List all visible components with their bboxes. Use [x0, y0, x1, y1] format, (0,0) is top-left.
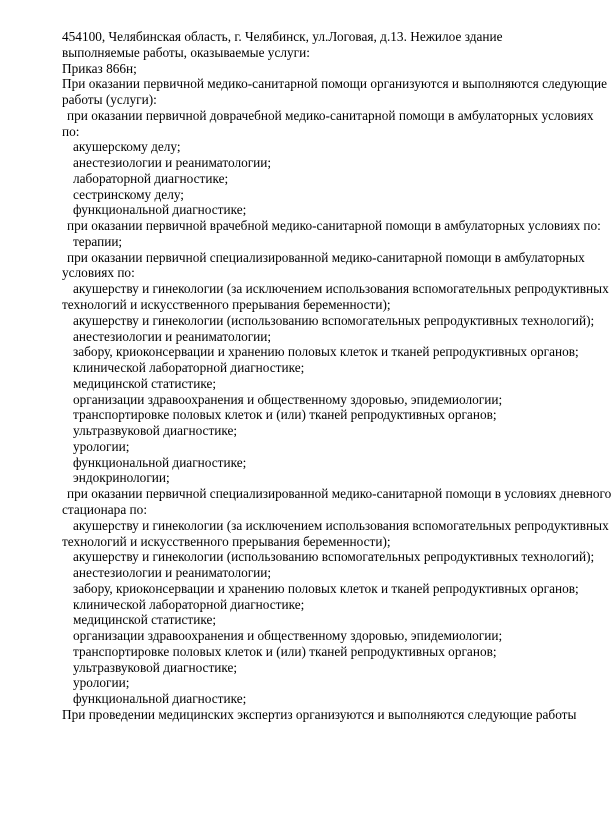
text-line: забору, криоконсервации и хранению половых клеток и тканей репродуктивных органов;: [73, 344, 579, 360]
text-line: медицинской статистике;: [73, 612, 217, 628]
text-line: медицинской статистике;: [73, 375, 217, 391]
text-line: клинической лабораторной диагностике;: [73, 360, 305, 376]
text-line: акушерству и гинекологии (использованию вспомогательных репродуктивных технологий);: [73, 312, 595, 328]
text-line: акушерству и гинекологии (за исключением использования вспомогательных репродуктивных: [73, 281, 609, 297]
text-line: При оказании первичной медико-санитарной помощи организуются и выполняются следующие: [62, 76, 607, 92]
text-line: транспортировке половых клеток и (или) тканей репродуктивных органов;: [73, 407, 497, 423]
text-line: анестезиологии и реаниматологии;: [73, 328, 272, 344]
text-line: урологии;: [73, 675, 130, 691]
text-line: организации здравоохранения и общественному здоровью, эпидемиологии;: [73, 628, 503, 644]
text-line: забору, криоконсервации и хранению половых клеток и тканей репродуктивных органов;: [73, 580, 579, 596]
text-line: анестезиологии и реаниматологии;: [73, 155, 272, 171]
text-line: акушерскому делу;: [73, 139, 181, 155]
text-line: при оказании первичной специализированной медико-санитарной помощи в амбулаторных: [67, 249, 585, 265]
text-line: условиях по:: [62, 265, 135, 281]
text-line: функциональной диагностике;: [73, 691, 247, 707]
document-body: [62, 29, 611, 723]
text-line: функциональной диагностике;: [73, 454, 247, 470]
text-line: акушерству и гинекологии (за исключением использования вспомогательных репродуктивных: [73, 517, 609, 533]
text-line: клинической лабораторной диагностике;: [73, 596, 305, 612]
text-line: акушерству и гинекологии (использованию вспомогательных репродуктивных технологий);: [73, 549, 595, 565]
text-line: Приказ 866н;: [62, 60, 137, 76]
text-line: ультразвуковой диагностике;: [73, 423, 238, 439]
text-line: технологий и искусственного прерывания беременности);: [62, 297, 391, 313]
text-line: транспортировке половых клеток и (или) тканей репродуктивных органов;: [73, 643, 497, 659]
text-line: терапии;: [73, 233, 123, 249]
text-line: технологий и искусственного прерывания беременности);: [62, 533, 391, 549]
text-line: работы (услуги):: [62, 92, 157, 108]
text-line: выполняемые работы, оказываемые услуги:: [62, 44, 310, 60]
text-line: При проведении медицинских экспертиз организуются и выполняются следующие работы: [62, 706, 577, 722]
text-line: 454100, Челябинская область, г. Челябинск, ул.Логовая, д.13. Нежилое здание: [62, 29, 503, 44]
text-line: стационара по:: [62, 501, 148, 517]
text-line: по:: [62, 123, 80, 139]
text-line: ультразвуковой диагностике;: [73, 659, 238, 675]
text-line: функциональной диагностике;: [73, 202, 247, 218]
text-line: при оказании первичной доврачебной медико-санитарной помощи в амбулаторных условиях: [67, 107, 594, 123]
text-line: при оказании первичной врачебной медико-санитарной помощи в амбулаторных условиях по:: [67, 218, 601, 234]
text-line: анестезиологии и реаниматологии;: [73, 565, 272, 581]
text-line: лабораторной диагностике;: [73, 170, 229, 186]
text-line: урологии;: [73, 438, 130, 454]
text-line: сестринскому делу;: [73, 186, 184, 202]
text-line: эндокринологии;: [73, 470, 170, 486]
text-line: организации здравоохранения и общественному здоровью, эпидемиологии;: [73, 391, 503, 407]
text-line: при оказании первичной специализированной медико-санитарной помощи в условиях дневного: [67, 486, 612, 502]
